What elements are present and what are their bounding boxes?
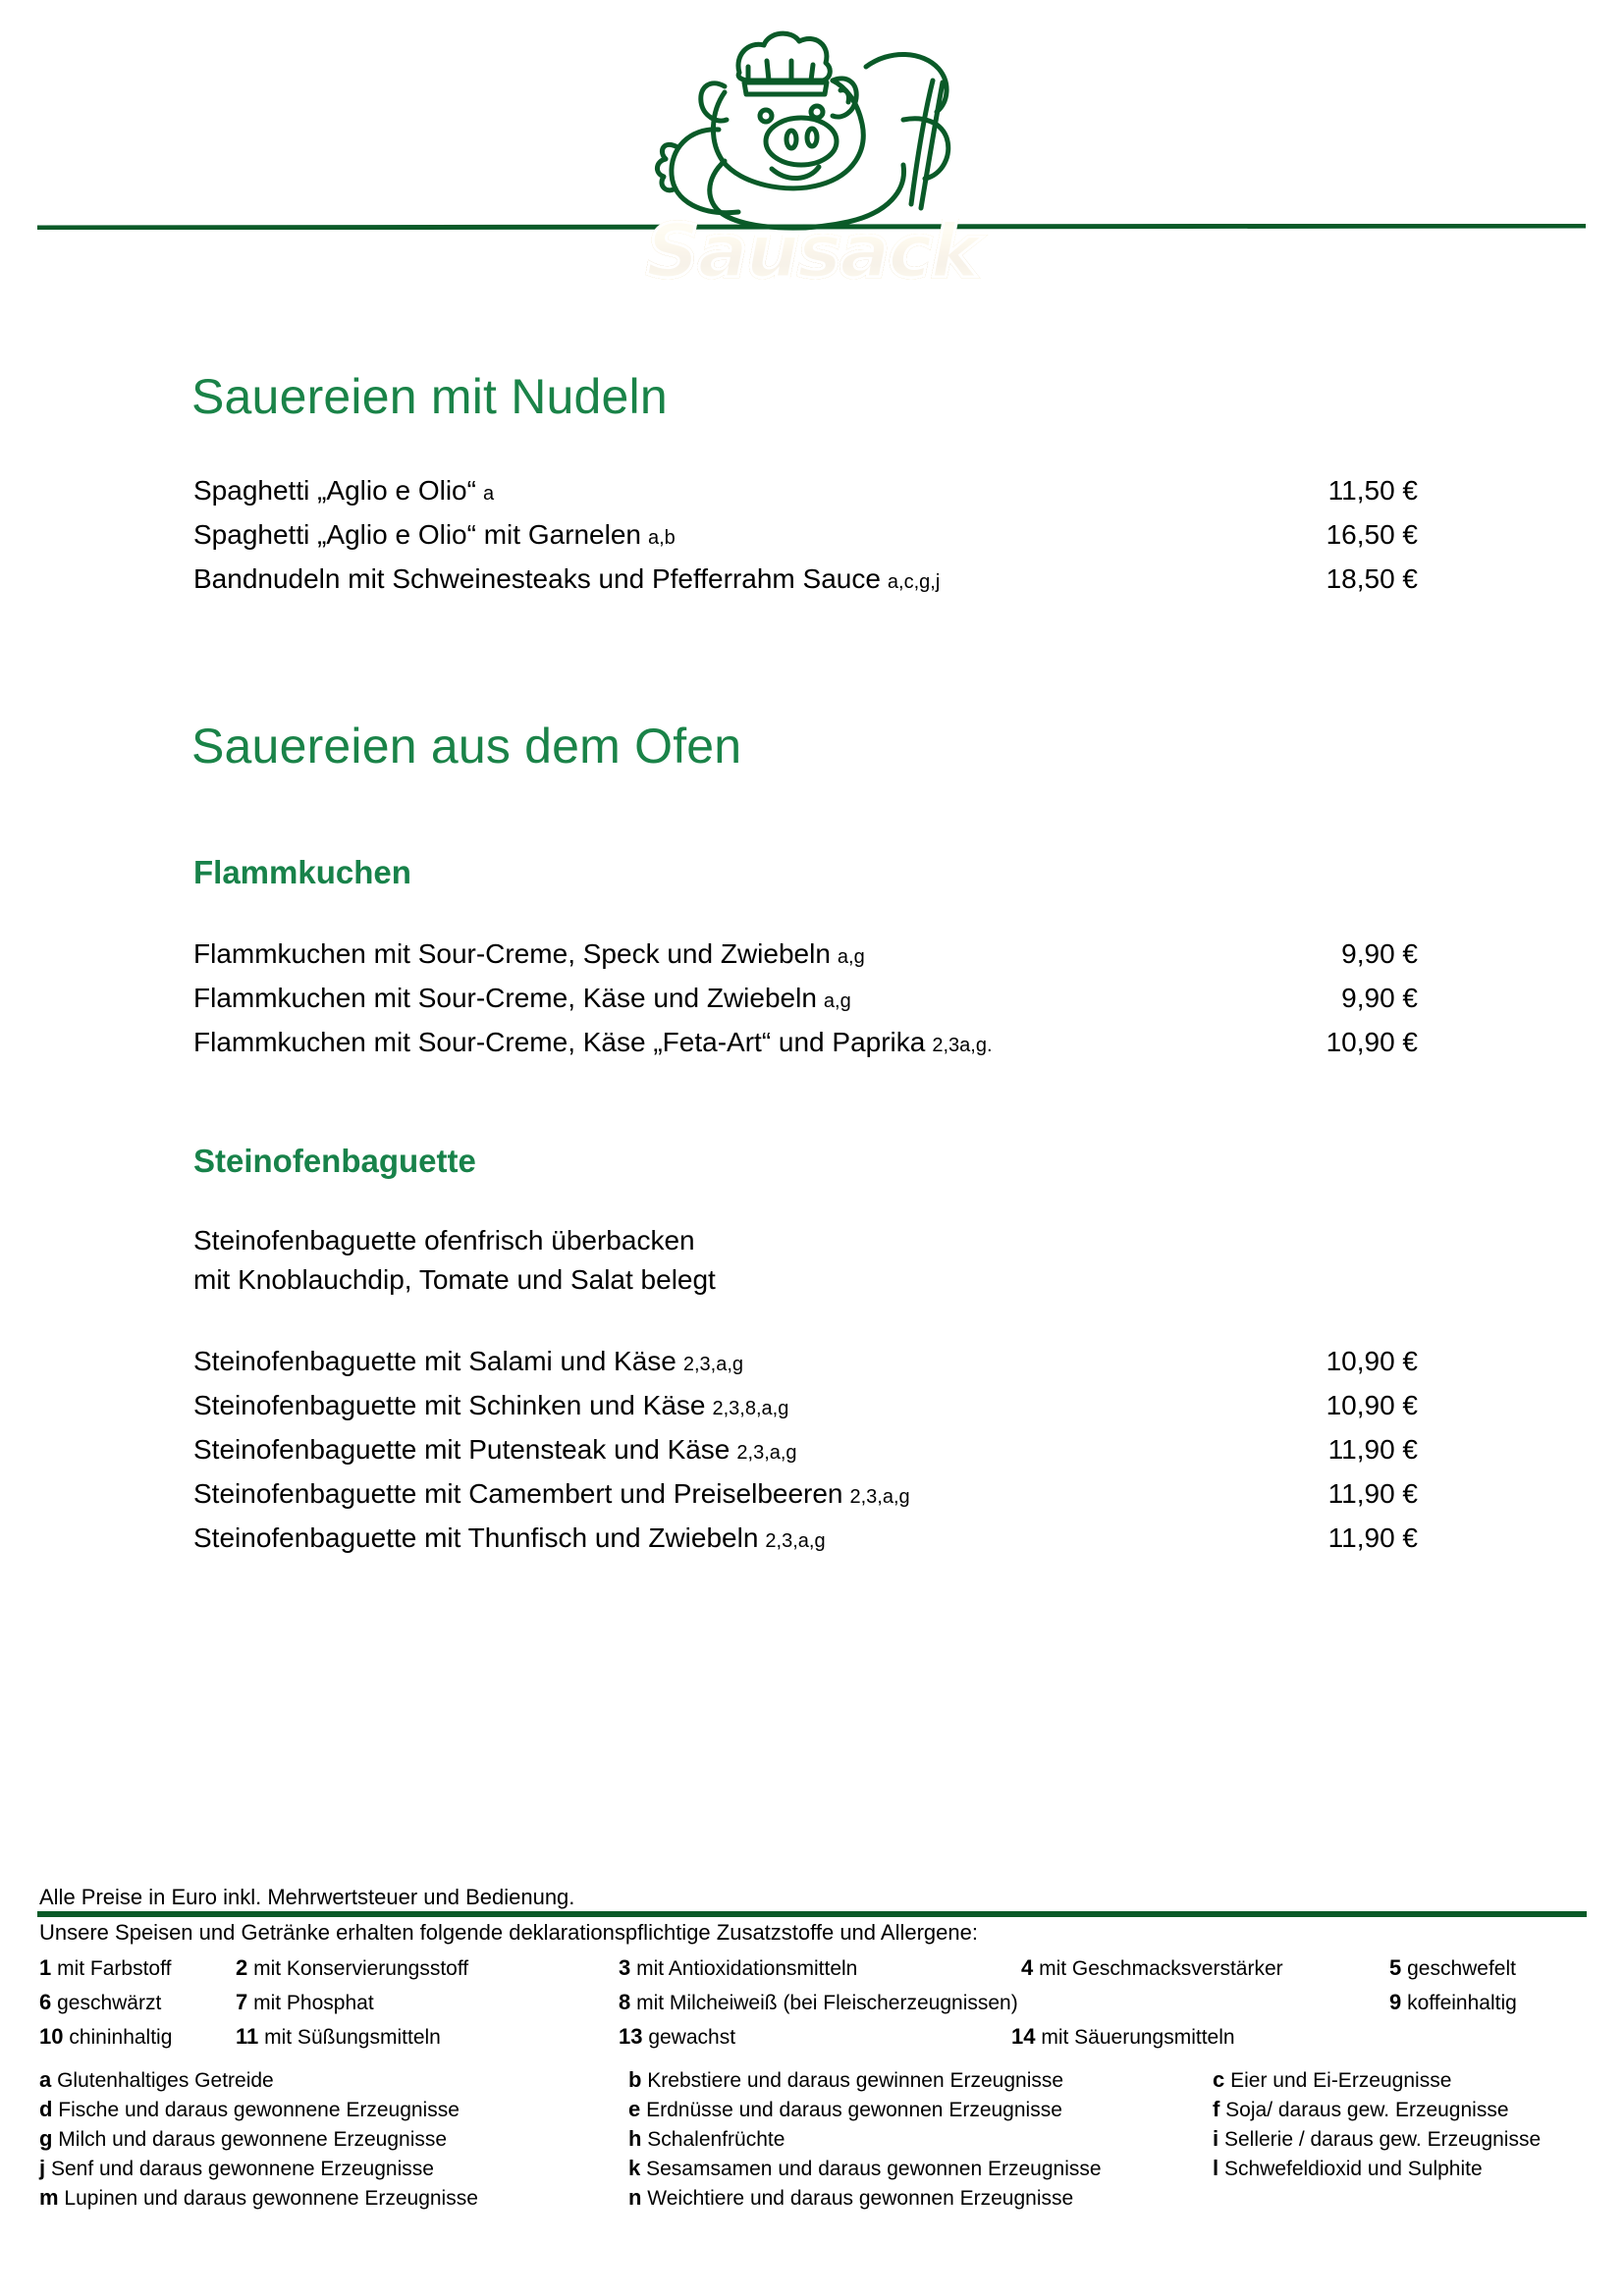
allergen-text: Sesamsamen und daraus gewonnen Erzeugnisse — [646, 2158, 1102, 2180]
subsection-title-flammkuchen: Flammkuchen — [193, 854, 411, 890]
allergen-key: a — [39, 2067, 52, 2092]
allergen-text: Schwefeldioxid und Sulphite — [1223, 2158, 1483, 2180]
allergen-entry — [1213, 2097, 1509, 2122]
allergen-key: h — [628, 2126, 642, 2151]
menu-item-list — [0, 470, 1624, 603]
item-price: 18,50 € — [1326, 562, 1418, 594]
additives-row — [39, 2024, 1591, 2058]
item-price: 16,50 € — [1326, 518, 1418, 550]
section-sauereien-mit-nudeln — [0, 353, 1624, 603]
additive-text: mit Süßungsmitteln — [264, 2026, 441, 2049]
footer-divider — [37, 1911, 1587, 1917]
allergen-entry — [628, 2126, 785, 2152]
menu-item[interactable] — [193, 1473, 1418, 1518]
additive-text: mit Geschmacksverstärker — [1039, 1957, 1283, 1980]
additive-text: geschwefelt — [1407, 1957, 1516, 1980]
allergen-entry — [39, 2067, 274, 2093]
menu-item[interactable] — [193, 1429, 1418, 1473]
menu-header — [0, 0, 1624, 353]
allergen-entry — [1213, 2126, 1541, 2152]
additives-row — [39, 1955, 1591, 1990]
additive-entry — [1011, 2024, 1235, 2050]
item-name: Steinofenbaguette mit Putensteak und Käse — [193, 1434, 731, 1466]
allergen-text: Soja/ daraus gew. Erzeugnisse — [1225, 2099, 1509, 2121]
allergen-text: Milch und daraus gewonnene Erzeugnisse — [58, 2128, 448, 2151]
subsection-description — [0, 1221, 1624, 1300]
item-allergen-codes: a,g — [837, 945, 865, 968]
additive-key: 10 — [39, 2024, 64, 2049]
price-note: Alle Preise in Euro inkl. Mehrwertsteuer und Bedienung. — [39, 1885, 575, 1909]
item-name: Spaghetti „Aglio e Olio“ — [193, 474, 476, 506]
item-allergen-codes: 2,3,a,g — [736, 1442, 797, 1465]
allergen-key: b — [628, 2067, 642, 2092]
additive-key: 5 — [1389, 1955, 1402, 1980]
additive-key: 8 — [619, 1990, 631, 2014]
additive-key: 4 — [1021, 1955, 1034, 1980]
item-name: Bandnudeln mit Schweinesteaks und Pfefferrahm Sauce — [193, 562, 881, 594]
additive-entry — [39, 1955, 171, 1981]
item-price: 11,90 € — [1327, 1478, 1418, 1510]
allergen-text: Weichtiere und daraus gewonnen Erzeugnisse — [647, 2187, 1074, 2210]
additive-key: 3 — [619, 1955, 631, 1980]
item-allergen-codes: 2,3,a,g — [682, 1354, 744, 1376]
additive-key: 2 — [236, 1955, 248, 1980]
item-price: 10,90 € — [1326, 1026, 1418, 1057]
allergen-text: Glutenhaltiges Getreide — [57, 2069, 274, 2092]
allergen-key: f — [1213, 2097, 1220, 2121]
allergen-entry — [628, 2156, 1102, 2181]
allergen-key: i — [1213, 2126, 1219, 2151]
menu-item[interactable] — [193, 1385, 1418, 1429]
allergen-text: Krebstiere und daraus gewinnen Erzeugnisse — [647, 2069, 1064, 2092]
allergen-text: Sellerie / daraus gew. Erzeugnisse — [1223, 2128, 1542, 2151]
additive-text: geschwärzt — [57, 1992, 162, 2014]
allergen-entry — [628, 2097, 1062, 2122]
menu-item[interactable] — [193, 470, 1418, 514]
additive-entry — [619, 2024, 735, 2050]
additives-row — [39, 1990, 1591, 2024]
allergen-entry — [39, 2126, 447, 2152]
allergen-entry — [39, 2156, 434, 2181]
additive-key: 9 — [1389, 1990, 1402, 2014]
allergen-entry — [628, 2067, 1063, 2093]
item-allergen-codes: 2,3,a,g — [849, 1486, 910, 1509]
brand-wordmark: Sausack — [0, 214, 1624, 289]
section-title: Sauereien aus dem Ofen — [191, 718, 742, 774]
description-line: mit Knoblauchdip, Tomate und Salat belegt — [193, 1264, 716, 1296]
menu-item-list — [0, 1341, 1624, 1562]
allergen-entry — [39, 2097, 460, 2122]
allergen-entry — [628, 2185, 1073, 2211]
item-name: Flammkuchen mit Sour-Creme, Speck und Zwiebeln — [193, 937, 831, 969]
additive-entry — [236, 2024, 441, 2050]
allergen-key: l — [1213, 2156, 1219, 2180]
allergen-entry — [39, 2185, 478, 2211]
item-allergen-codes: a,b — [648, 526, 676, 549]
allergen-key: j — [39, 2156, 46, 2180]
additive-text: mit Farbstoff — [57, 1957, 172, 1980]
additive-text: mit Säuerungsmitteln — [1041, 2026, 1235, 2049]
allergen-text: Senf und daraus gewonnene Erzeugnisse — [50, 2158, 434, 2180]
allergens-row — [39, 2156, 1591, 2185]
item-price: 11,50 € — [1327, 474, 1418, 506]
additive-text: mit Antioxidationsmitteln — [636, 1957, 858, 1980]
allergen-key: n — [628, 2185, 642, 2210]
item-allergen-codes: a,g — [823, 989, 851, 1012]
item-price: 9,90 € — [1341, 982, 1418, 1013]
item-allergen-codes: a,c,g,j — [887, 570, 941, 593]
allergens-row — [39, 2097, 1591, 2126]
additives-legend — [39, 1955, 1591, 2058]
menu-item[interactable] — [193, 934, 1418, 978]
additive-entry — [236, 1955, 468, 1981]
menu-item[interactable] — [193, 514, 1418, 559]
allergen-key: c — [1213, 2067, 1225, 2092]
additive-entry — [1021, 1955, 1283, 1981]
allergen-text: Lupinen und daraus gewonnene Erzeugnisse — [64, 2187, 478, 2210]
additive-entry — [1389, 1955, 1516, 1981]
menu-item[interactable] — [193, 559, 1418, 603]
additive-text: koffeinhaltig — [1407, 1992, 1517, 2014]
allergen-text: Eier und Ei-Erzeugnisse — [1230, 2069, 1452, 2092]
section-title: Sauereien mit Nudeln — [191, 369, 668, 424]
additive-text: mit Konservierungsstoff — [253, 1957, 469, 1980]
menu-content — [0, 353, 1624, 1562]
allergen-text: Fische und daraus gewonnene Erzeugnisse — [58, 2099, 460, 2121]
additive-text: gewachst — [648, 2026, 736, 2049]
additive-entry — [236, 1990, 374, 2015]
allergen-key: g — [39, 2126, 53, 2151]
menu-item[interactable] — [193, 1518, 1418, 1562]
section-sauereien-aus-dem-ofen — [0, 603, 1624, 1563]
menu-item[interactable] — [193, 978, 1418, 1022]
allergen-key: e — [628, 2097, 641, 2121]
additive-entry — [39, 2024, 172, 2050]
allergen-key: d — [39, 2097, 53, 2121]
menu-item[interactable] — [193, 1022, 1418, 1066]
additive-key: 14 — [1011, 2024, 1036, 2049]
additive-text: mit Phosphat — [253, 1992, 374, 2014]
menu-item[interactable] — [193, 1341, 1418, 1385]
item-name: Flammkuchen mit Sour-Creme, Käse und Zwiebeln — [193, 982, 817, 1013]
allergens-row — [39, 2126, 1591, 2156]
additive-key: 6 — [39, 1990, 52, 2014]
description-line: Steinofenbaguette ofenfrisch überbacken — [193, 1225, 695, 1256]
allergens-row — [39, 2185, 1591, 2215]
allergen-key: m — [39, 2185, 59, 2210]
subsection-title-steinofenbaguette: Steinofenbaguette — [193, 1142, 476, 1179]
allergen-key: k — [628, 2156, 641, 2180]
item-name: Flammkuchen mit Sour-Creme, Käse „Feta-Art“ und Paprika — [193, 1026, 926, 1057]
additive-key: 7 — [236, 1990, 248, 2014]
allergen-entry — [1213, 2067, 1451, 2093]
item-price: 11,90 € — [1327, 1434, 1418, 1466]
item-name: Steinofenbaguette mit Schinken und Käse — [193, 1390, 706, 1421]
item-price: 11,90 € — [1327, 1522, 1418, 1554]
allergen-text: Schalenfrüchte — [647, 2128, 785, 2151]
additive-key: 11 — [236, 2024, 259, 2049]
menu-item-list — [0, 934, 1624, 1066]
additive-text: mit Milcheiweiß (bei Fleischerzeugnissen) — [636, 1992, 1018, 2014]
allergens-legend — [39, 2067, 1591, 2215]
additive-key: 1 — [39, 1955, 52, 1980]
allergen-intro: Unsere Speisen und Getränke erhalten folgende deklarationspflichtige Zusatzstoffe und Allergene: — [39, 1920, 978, 1945]
item-allergen-codes: 2,3,a,g — [765, 1530, 826, 1553]
item-price: 10,90 € — [1326, 1346, 1418, 1377]
item-allergen-codes: 2,3,8,a,g — [712, 1398, 789, 1420]
additive-entry — [39, 1990, 161, 2015]
item-allergen-codes: 2,3a,g. — [932, 1034, 993, 1056]
item-price: 10,90 € — [1326, 1390, 1418, 1421]
additive-entry — [1389, 1990, 1517, 2015]
additive-entry — [619, 1990, 1018, 2015]
item-name: Steinofenbaguette mit Thunfisch und Zwiebeln — [193, 1522, 759, 1554]
item-name: Spaghetti „Aglio e Olio“ mit Garnelen — [193, 518, 641, 550]
item-name: Steinofenbaguette mit Camembert und Preiselbeeren — [193, 1478, 843, 1510]
additive-key: 13 — [619, 2024, 643, 2049]
additive-text: chininhaltig — [69, 2026, 173, 2049]
additive-entry — [619, 1955, 857, 1981]
allergens-row — [39, 2067, 1591, 2097]
allergen-text: Erdnüsse und daraus gewonnen Erzeugnisse — [646, 2099, 1062, 2121]
item-allergen-codes: a — [482, 482, 495, 505]
item-name: Steinofenbaguette mit Salami und Käse — [193, 1346, 677, 1377]
allergen-entry — [1213, 2156, 1483, 2181]
item-price: 9,90 € — [1341, 937, 1418, 969]
